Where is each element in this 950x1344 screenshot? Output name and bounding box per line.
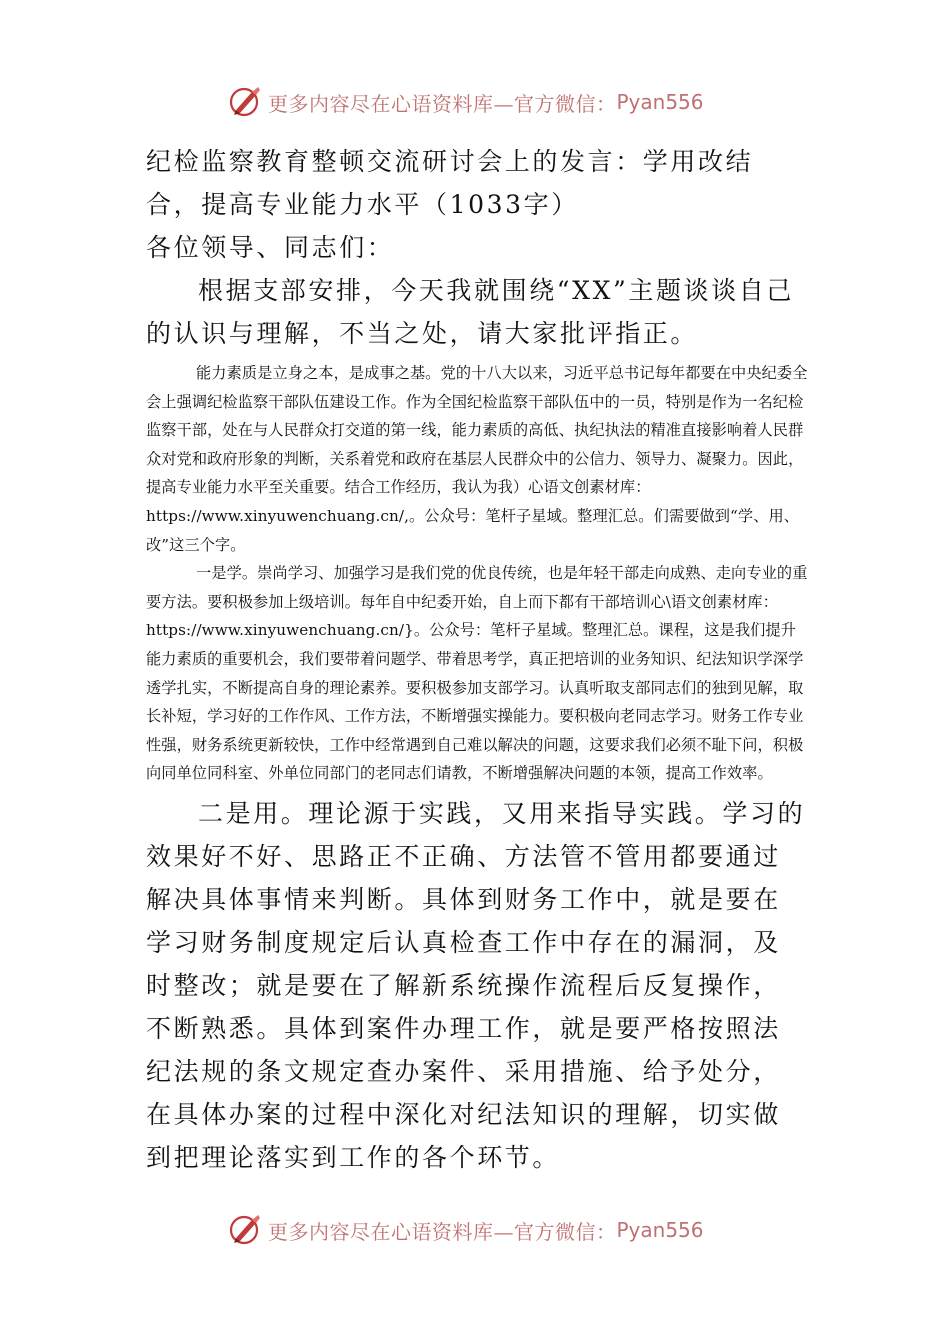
document-body [146,140,808,1179]
footer-banner [228,1212,704,1248]
salutation: 各位领导、同志们： [146,233,395,262]
paragraph-ability: 能力素质是立身之本，是成事之基。党的十八大以来，习近平总书记每年都要在中央纪委全会上强调纪检监察干部队伍建设工作。作为全国纪检监察干部队伍中的一员，特别是作为一名纪检监察干部，处在与人民群众打交道的第一线，能力素质的高低、执纪执法的精准直接影响着人民群众对党和政府形象的判断，关系着党和政府在基层人民群众中的公信力、领导力、凝聚力。因此，提高专业能力水平至关重要。结合工作经历，我认为我）心语文创素材库：https://www.xinyuwenchuang.cn/,。公众号：笔杆子星域。整理汇总。们需要做到“学、用、改”这三个字。 [146,364,808,554]
banner-wechat-id: Pyan556 [616,90,704,114]
pen-logo-icon [228,84,264,120]
header-banner [228,84,704,120]
banner-text: 更多内容尽在心语资料库—官方微信： [268,91,617,116]
banner-text: 更多内容尽在心语资料库—官方微信： [268,1219,617,1244]
document-title: 纪检监察教育整顿交流研讨会上的发言：学用改结合，提高专业能力水平（1033字） [146,147,754,219]
paragraph-learn: 一是学。崇尚学习、加强学习是我们党的优良传统，也是年轻干部走向成熟、走向专业的重要方法。要积极参加上级培训。每年自中纪委开始，自上而下都有干部培训心\语文创素材库：https://www.xinyuwenchuang.cn/}。公众号：笔杆子星域。整理汇总。课程，这是我们提升能力素质的重要机会，我们要带着问题学、带着思考学，真正把培训的业务知识、纪法知识学深学透学扎实，不断提高自身的理论素养。要积极参加支部学习。认真听取支部同志们的独到见解，取长补短，学习好的工作作风、工作方法，不断增强实操能力。要积极向老同志学习。财务工作专业性强，财务系统更新较快，工作中经常遇到自己难以解决的问题，这要求我们必须不耻下问，积极向同单位同科室、外单位同部门的老同志们请教，不断增强解决问题的本领，提高工作效率。 [146,564,808,783]
paragraph-use: 二是用。理论源于实践，又用来指导实践。学习的效果好不好、思路正不正确、方法管不管用都要通过解决具体事情来判断。具体到财务工作中，就是要在学习财务制度规定后认真检查工作中存在的漏洞，及时整改；就是要在了解新系统操作流程后反复操作，不断熟悉。具体到案件办理工作，就是要严格按照法纪法规的条文规定查办案件、采用措施、给予处分，在具体办案的过程中深化对纪法知识的理解，切实做到把理论落实到工作的各个环节。 [146,798,806,1172]
intro-paragraph: 根据支部安排，今天我就围绕“XX”主题谈谈自己的认识与理解，不当之处，请大家批评指正。 [146,276,794,348]
pen-logo-icon [228,1212,264,1248]
banner-wechat-id: Pyan556 [616,1218,704,1242]
